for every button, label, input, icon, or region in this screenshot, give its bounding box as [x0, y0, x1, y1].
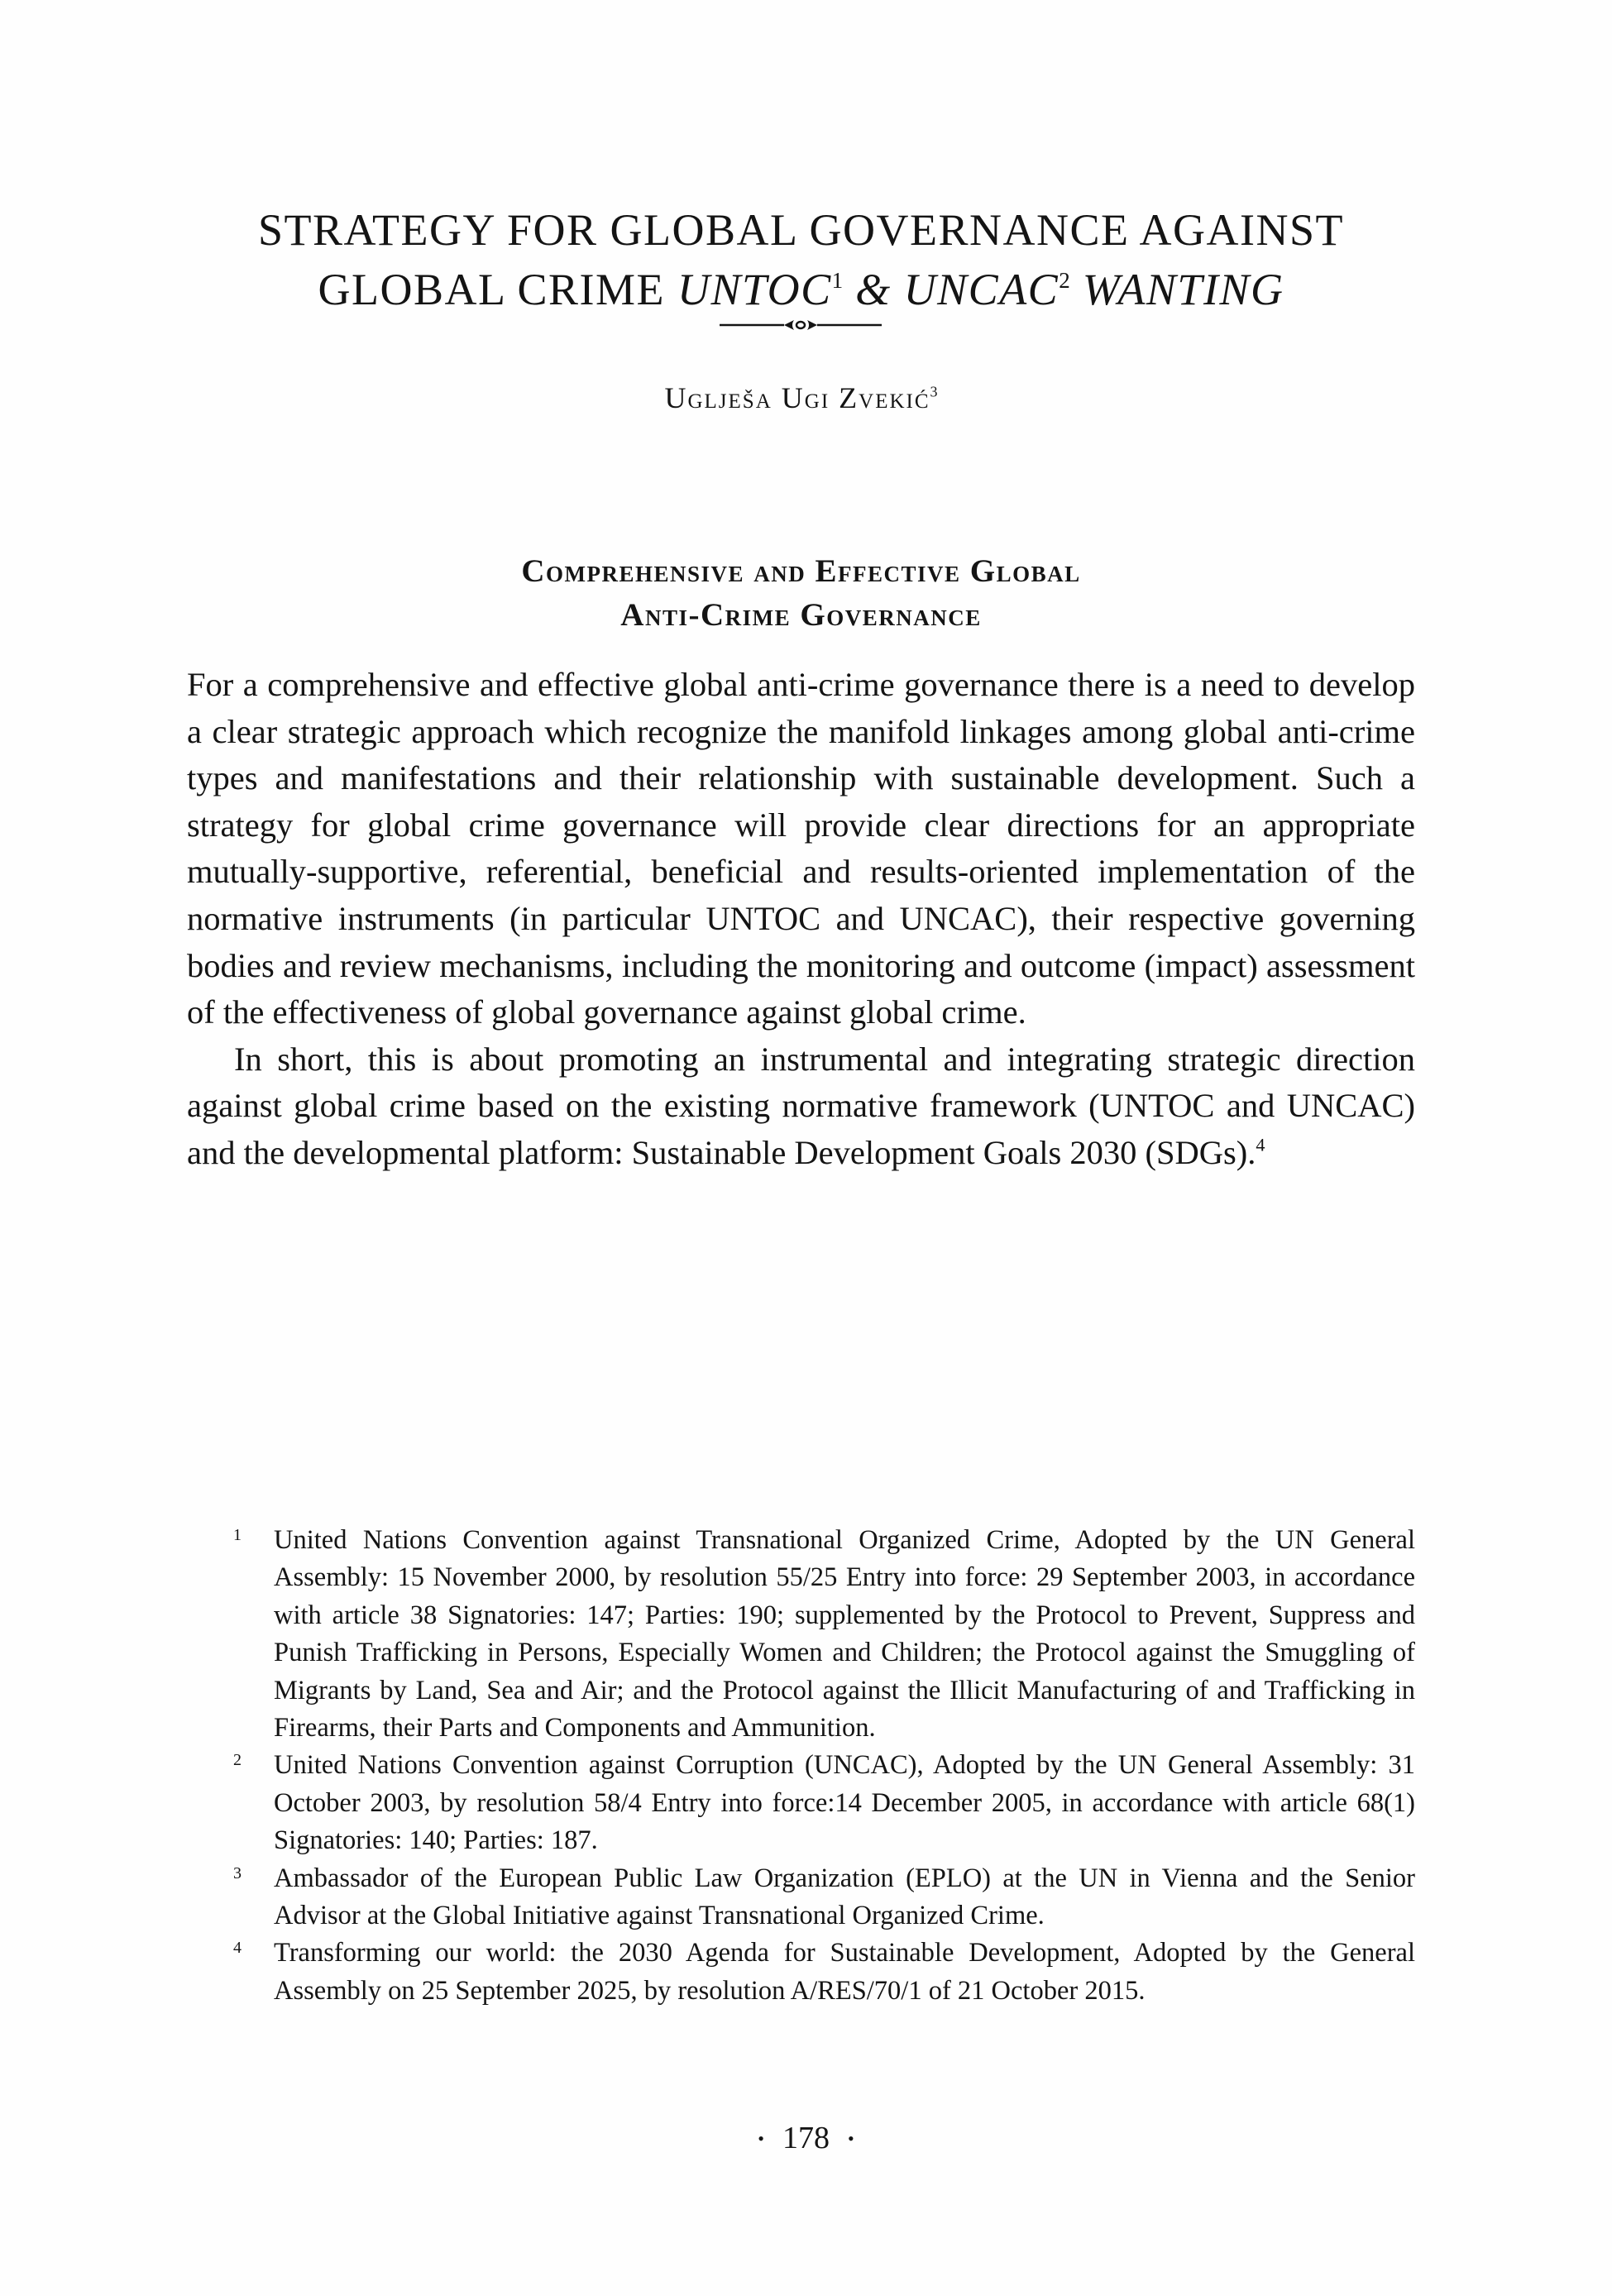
body-text: [187, 662, 1415, 1177]
footnote-number: 2: [233, 1751, 242, 1770]
paragraph-1: For a comprehensive and effective global anti-crime governance there is a need to develop a clear strategic approach which recognize the manifold linkages among global anti-crime types and manifestations and their relationship with sustainable development. Such a strategy for global crime governance will provide clear directions for an appropriate mutually-supportive, referential, beneficial and results-oriented implementation of the normative instruments (in particular UNTOC and UNCAC), their respective governing bodies and review mechanisms, including the monitoring and outcome (impact) assessment of the effectiveness of global governance against global crime.: [187, 666, 1415, 1031]
footnote-2: [232, 1747, 1415, 1859]
footnotes: [232, 1522, 1415, 2010]
page-number-value: 178: [782, 2121, 830, 2155]
paragraph-2-text: In short, this is about promoting an instrumental and integrating strategic direction against global crime based on the existing normative framework (UNTOC and UNCAC) and the developmental platform: Sustainable Development Goals 2030 (SDGs).: [187, 1040, 1415, 1171]
footnote-1: [232, 1522, 1415, 1747]
title-line-2: [187, 260, 1415, 319]
section-heading-line-1: Comprehensive and Effective Global: [521, 553, 1081, 590]
footnote-ref-2[interactable]: 2: [1059, 267, 1070, 293]
footnote-text: United Nations Convention against Transnational Organized Crime, Adopted by the UN General Assembly: 15 November 2000, by resolution 55/25 Entry into force: 29 September 2003, in accordance with article 38 Signatories: 147; Parties: 190; supplemented by the Protocol to Prevent, Suppress and Punish Trafficking in Persons, Especially Women and Children; the Protocol against the Smuggling of Migrants by Land, Sea and Air; and the Protocol against the Illicit Manufacturing of and Trafficking in Firearms, their Parts and Components and Ammunition.: [274, 1525, 1415, 1744]
footnote-ref-1[interactable]: 1: [831, 267, 844, 293]
footnote-number: 4: [233, 1939, 242, 1958]
title-untoc: UNTOC: [677, 265, 832, 315]
page-title: [187, 200, 1415, 319]
section-heading-line-2: Anti-Crime Governance: [620, 597, 982, 634]
section-heading: [187, 549, 1415, 637]
title-uncac: UNCAC: [903, 265, 1060, 315]
footnote-text: Ambassador of the European Public Law Organization (EPLO) at the UN in Vienna and the Senior Advisor at the Global Initiative against Transnational Organized Crime.: [274, 1863, 1415, 1931]
author-name-text: Uglješa Ugi Zvekić: [664, 381, 930, 414]
footnote-number: 3: [233, 1863, 242, 1882]
bullet-icon: •: [848, 2128, 854, 2149]
footnote-4: [232, 1935, 1415, 2010]
bullet-icon: •: [758, 2128, 764, 2149]
footnote-3: [232, 1860, 1415, 1935]
author-name: [187, 377, 1415, 419]
title-line-1: STRATEGY FOR GLOBAL GOVERNANCE AGAINST: [257, 205, 1345, 256]
footnote-text: United Nations Convention against Corruption (UNCAC), Adopted by the UN General Assembly: 31 October 2003, by resolution 58/4 Entry into force:14 December 2005, in accordance with article 68(1) Signatories: 140; Parties: 187.: [274, 1750, 1415, 1856]
title-wanting: WANTING: [1069, 265, 1284, 315]
title-ampersand: &: [843, 265, 904, 315]
footnote-text: Transforming our world: the 2030 Agenda for Sustainable Development, Adopted by the General Assembly on 25 September 2025, by resolution A/RES/70/1 of 21 October 2015.: [274, 1938, 1415, 2006]
footnote-ref-4[interactable]: 4: [1256, 1134, 1265, 1155]
divider-ornament-icon: [720, 317, 882, 333]
title-line-2-plain: GLOBAL CRIME: [318, 265, 678, 315]
footnote-number: 1: [233, 1526, 242, 1544]
paragraph-2: [187, 1036, 1415, 1177]
footnote-ref-3[interactable]: 3: [930, 383, 938, 400]
page-number: [0, 2117, 1612, 2160]
